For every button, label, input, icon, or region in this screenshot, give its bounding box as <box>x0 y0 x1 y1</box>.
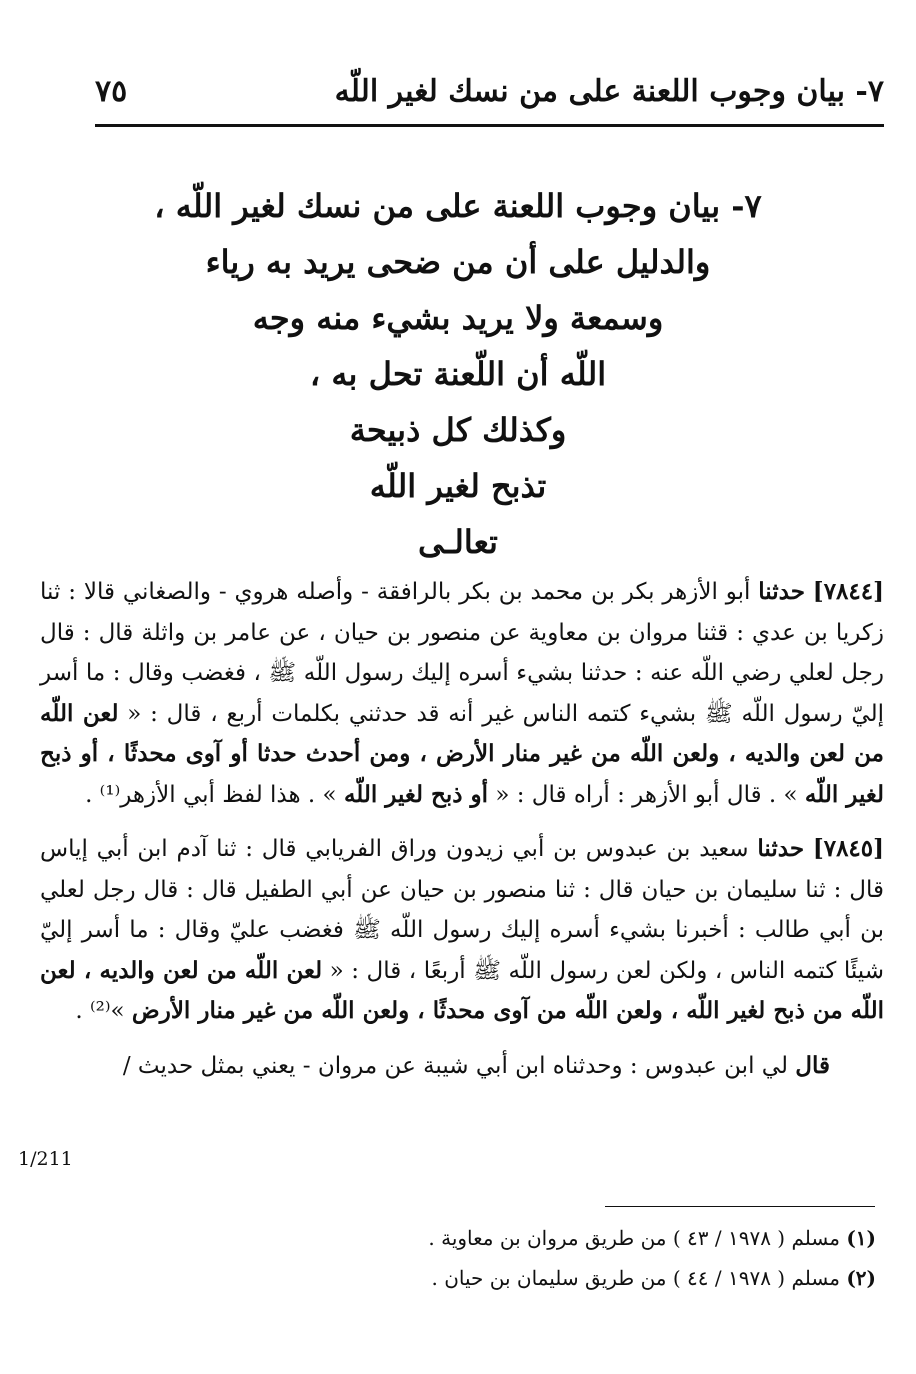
footnote-mark: (١) <box>846 1226 876 1250</box>
hadith-number: [٧٨٤٥] <box>812 835 885 862</box>
hadith-quote: لعن اللّه من لعن والديه ، لعن اللّه من ذبح لغير اللّه ، ولعن اللّه من آوى محدثًا ، ولعن اللّه من غير منار الأرض <box>40 956 884 1024</box>
page-header <box>95 70 884 118</box>
margin-reference: 1/211 <box>18 1148 73 1170</box>
footnote <box>200 1218 876 1258</box>
hadith-7844 <box>40 572 884 815</box>
hadith-number: [٧٨٤٤] <box>812 578 884 605</box>
hadith-text: » . هذا لفظ أبي الأزهر⁽¹⁾ . <box>85 781 337 808</box>
footnote-mark: (٢) <box>846 1266 876 1290</box>
hadith-text: » . قال أبو الأزهر : أراه قال : « <box>495 781 798 808</box>
footnote-text: مسلم ( ١٩٧٨ / ٤٤ ) من طريق سليمان بن حيان . <box>431 1266 840 1290</box>
hadith-lead: حدثنا <box>757 835 805 862</box>
chapter-title-line: تذبح لغير اللّه <box>369 467 547 505</box>
after-note-lead: قال <box>795 1051 830 1079</box>
hadith-quote: لعن اللّه من لعن والديه ، ولعن اللّه من غير منار الأرض ، ومن أحدث حدثا أو آوى محدثًا ، أو ذبح لغير اللّه <box>40 699 884 808</box>
footnote-rule <box>605 1206 875 1207</box>
hadith-quote: أو ذبح لغير اللّه <box>343 780 489 808</box>
chapter-title-line: والدليل على أن من ضحى يريد به رياء <box>205 243 711 281</box>
chapter-title-line: ٧- بيان وجوب اللعنة على من نسك لغير اللّه ، <box>154 187 762 225</box>
footnote <box>200 1258 876 1298</box>
chapter-title-line: تعالـى <box>418 523 498 561</box>
chapter-title-line: اللّه أن اللّعنة تحل به ، <box>309 355 607 393</box>
after-note-text: لي ابن عبدوس : وحدثناه ابن أبي شيبة عن مروان - يعني بمثل حديث / <box>122 1052 788 1079</box>
footnotes <box>200 1218 876 1298</box>
hadith-text: أبو الأزهر بكر بن محمد بن بكر بالرافقة - وأصله هروي - والصغاني قالا : ثنا زكريا بن عدي : قثنا مروان بن معاوية عن منصور بن حيان ، عن عامر بن واثلة قال : قال رجل لعلي رضي اللّه عنه : حدثنا بشيء أسره إليك رسول اللّه ﷺ ، فغضب وقال : ما أسر إليّ رسول اللّه ﷺ بشيء كتمه الناس غير أنه قد حدثني بكلمات أربع ، قال : « <box>40 579 884 727</box>
main-text <box>40 572 884 1086</box>
footnote-text: مسلم ( ١٩٧٨ / ٤٣ ) من طريق مروان بن معاوية . <box>428 1226 840 1250</box>
running-title: ٧- بيان وجوب اللعنة على من نسك لغير اللّه <box>334 74 884 109</box>
page-number: ٧٥ <box>95 74 128 109</box>
hadith-text: سعيد بن عبدوس بن أبي زيدون وراق الفريابي قال : ثنا آدم ابن أبي إياس قال : ثنا سليمان بن حيان قال : ثنا منصور بن حيان عن أبي الطفيل قال : قال رجل لعلي بن أبي طالب : أخبرنا بشيء أسره إليك رسول اللّه ﷺ فغضب عليّ وقال : ما أسر إليّ شيئًا كتمه الناس ، ولكن لعن رسول اللّه ﷺ أربعًا ، قال : « <box>40 836 885 984</box>
chapter-title <box>60 178 856 570</box>
hadith-lead: حدثنا <box>758 578 805 605</box>
hadith-text: »⁽²⁾ . <box>75 998 125 1024</box>
chapter-title-line: وسمعة ولا يريد بشيء منه وجه <box>252 299 664 337</box>
after-note <box>40 1046 884 1087</box>
hadith-7845 <box>40 829 884 1032</box>
chapter-title-line: وكذلك كل ذبيحة <box>349 411 567 449</box>
header-rule <box>95 124 884 127</box>
